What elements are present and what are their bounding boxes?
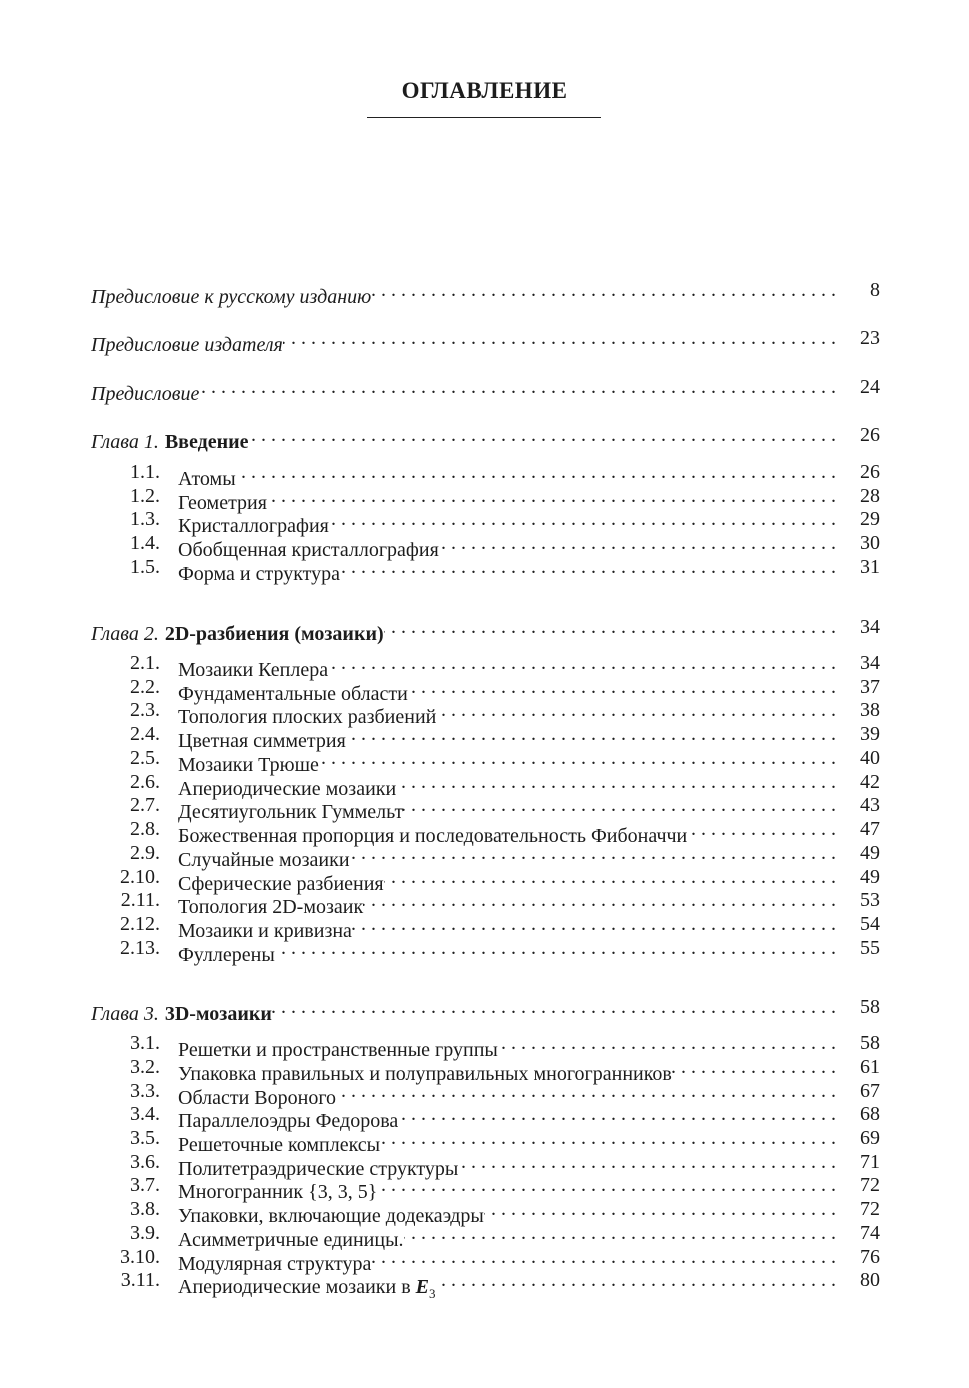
entry-page: 23	[860, 327, 880, 349]
toc-entry-front[interactable]	[0, 325, 969, 356]
entry-page: 34	[860, 616, 880, 638]
section-number: 2.4.	[130, 723, 160, 745]
section-number: 2.3.	[130, 699, 160, 721]
section-number: 1.5.	[130, 556, 160, 578]
chapter-prefix: Глава 2.	[91, 623, 159, 645]
section-number: 3.8.	[130, 1198, 160, 1220]
section-title: Форма и структура	[178, 563, 341, 585]
entry-page: 37	[860, 676, 880, 698]
dot-leader	[371, 277, 836, 303]
toc-section[interactable]	[0, 1196, 969, 1227]
toc-section[interactable]	[0, 911, 969, 942]
entry-page: 24	[860, 376, 880, 398]
toc-section[interactable]	[0, 745, 969, 776]
dot-leader	[319, 745, 836, 771]
section-title: Решеточные комплексы	[178, 1134, 381, 1156]
section-number: 2.12.	[120, 913, 160, 935]
section-title: Апериодические мозаики	[178, 778, 397, 800]
toc-section[interactable]	[0, 792, 969, 823]
entry-page: 76	[860, 1246, 880, 1268]
section-number: 3.1.	[130, 1032, 160, 1054]
toc-section[interactable]	[0, 1267, 969, 1301]
math-subscript: 3	[428, 1286, 436, 1301]
chapter-title: 3D-мозаики	[164, 1003, 272, 1025]
toc-section[interactable]	[0, 816, 969, 847]
entry-page: 55	[860, 937, 880, 959]
section-number: 2.9.	[130, 842, 160, 864]
entry-page: 49	[860, 866, 880, 888]
section-number: 3.11.	[120, 1269, 160, 1291]
entry-page: 72	[860, 1174, 880, 1196]
toc-entry-front[interactable]	[0, 277, 969, 308]
dot-leader	[275, 935, 836, 961]
dot-leader	[380, 1125, 836, 1151]
toc-section[interactable]	[0, 530, 969, 561]
entry-page: 39	[860, 723, 880, 745]
toc-chapter-1[interactable]	[0, 422, 969, 453]
dot-leader	[350, 840, 836, 866]
entry-page: 58	[860, 1032, 880, 1054]
section-number: 2.7.	[130, 794, 160, 816]
chapter-prefix: Глава 3.	[91, 1003, 159, 1025]
dot-leader	[439, 530, 836, 556]
section-title-text: Апериодические мозаики в	[178, 1276, 411, 1298]
dot-leader	[340, 554, 836, 580]
dot-leader	[687, 816, 836, 842]
entry-page: 47	[860, 818, 880, 840]
toc-section[interactable]	[0, 1054, 969, 1085]
dot-leader	[403, 792, 836, 818]
entry-page: 69	[860, 1127, 880, 1149]
section-number: 2.8.	[130, 818, 160, 840]
entry-page: 28	[860, 485, 880, 507]
toc-section[interactable]	[0, 697, 969, 728]
toc-section[interactable]	[0, 935, 969, 966]
entry-page: 80	[860, 1269, 880, 1291]
entry-page: 43	[860, 794, 880, 816]
entry-page: 40	[860, 747, 880, 769]
dot-leader	[363, 887, 836, 913]
section-number: 2.2.	[130, 676, 160, 698]
entry-page: 26	[860, 461, 880, 483]
dot-leader	[352, 911, 836, 937]
entry-page: 72	[860, 1198, 880, 1220]
entry-page: 67	[860, 1080, 880, 1102]
section-number: 3.4.	[130, 1103, 160, 1125]
toc-section[interactable]	[0, 840, 969, 871]
section-title: Упаковки, включающие додекаэдры	[178, 1205, 484, 1227]
entry-page: 31	[860, 556, 880, 578]
section-title: Решетки и пространственные группы	[178, 1039, 498, 1061]
section-title: Фундаментальные области	[178, 683, 408, 705]
section-title: Упаковка правильных и полуправильных многогранников	[178, 1063, 672, 1085]
toc-entry-front[interactable]	[0, 374, 969, 405]
dot-leader	[404, 1220, 836, 1246]
dot-leader	[498, 1030, 836, 1056]
dot-leader	[436, 697, 836, 723]
section-number: 3.6.	[130, 1151, 160, 1173]
chapter-title: 2D-разбиения (мозаики)	[164, 623, 384, 645]
entry-page: 71	[860, 1151, 880, 1173]
dot-leader	[346, 721, 836, 747]
toc-chapter-3[interactable]	[0, 994, 969, 1025]
toc-section[interactable]	[0, 887, 969, 918]
section-title: Кристаллография	[178, 515, 329, 537]
section-title: Божественная пропорция и последовательность Фибоначчи	[178, 825, 688, 847]
section-number: 3.10.	[120, 1246, 160, 1268]
math-symbol: E	[415, 1276, 429, 1298]
entry-page: 8	[870, 279, 880, 301]
section-number: 1.4.	[130, 532, 160, 554]
dot-leader	[329, 506, 836, 532]
section-number: 3.2.	[130, 1056, 160, 1078]
toc-section[interactable]	[0, 1220, 969, 1251]
toc-section[interactable]	[0, 1172, 969, 1203]
section-number: 1.3.	[130, 508, 160, 530]
section-number: 1.1.	[130, 461, 160, 483]
dot-leader	[249, 422, 837, 448]
section-number: 2.6.	[130, 771, 160, 793]
section-number: 3.7.	[130, 1174, 160, 1196]
entry-page: 53	[860, 889, 880, 911]
section-title: Мозаики и кривизна	[178, 920, 352, 942]
dot-leader	[328, 650, 836, 676]
dot-leader	[435, 1267, 836, 1293]
section-title: Области Вороного	[178, 1087, 337, 1109]
dot-leader	[272, 994, 836, 1020]
title-underline	[367, 117, 601, 118]
dot-leader	[283, 325, 836, 351]
entry-page: 49	[860, 842, 880, 864]
entry-page: 42	[860, 771, 880, 793]
entry-page: 54	[860, 913, 880, 935]
entry-title: Предисловие издателя	[91, 334, 283, 356]
chapter-title: Введение	[164, 431, 249, 453]
entry-page: 26	[860, 424, 880, 446]
section-title: Мозаики Трюше	[178, 754, 319, 776]
entry-page: 30	[860, 532, 880, 554]
dot-leader	[199, 374, 836, 400]
entry-title: Предисловие к русскому изданию	[91, 286, 372, 308]
section-number: 2.5.	[130, 747, 160, 769]
dot-leader	[672, 1054, 836, 1080]
toc-section[interactable]	[0, 1125, 969, 1156]
section-title: Асимметричные единицы.	[178, 1229, 404, 1251]
entry-page: 34	[860, 652, 880, 674]
entry-page: 61	[860, 1056, 880, 1078]
toc-section[interactable]	[0, 506, 969, 537]
section-title: Фуллерены	[178, 944, 275, 966]
toc-section[interactable]	[0, 721, 969, 752]
toc-section[interactable]	[0, 1030, 969, 1061]
page-title: ОГЛАВЛЕНИЕ	[401, 78, 568, 103]
section-number: 3.9.	[130, 1222, 160, 1244]
section-title: Сферические разбиения	[178, 873, 384, 895]
section-number: 2.10.	[120, 866, 160, 888]
section-title: Мозаики Кеплера	[178, 659, 329, 681]
section-title: Десятиугольник Гуммельт	[178, 801, 404, 823]
section-title: Модулярная структура	[178, 1253, 372, 1275]
section-title: Топология 2D-мозаик	[178, 896, 364, 918]
entry-page: 38	[860, 699, 880, 721]
section-title: Топология плоских разбиений	[178, 706, 437, 728]
section-number: 2.1.	[130, 652, 160, 674]
dot-leader	[484, 1196, 836, 1222]
toc-section[interactable]	[0, 554, 969, 585]
toc-section[interactable]	[0, 650, 969, 681]
section-title	[178, 1274, 435, 1302]
section-number: 3.5.	[130, 1127, 160, 1149]
dot-leader	[398, 1101, 836, 1127]
section-number: 3.3.	[130, 1080, 160, 1102]
entry-page: 58	[860, 996, 880, 1018]
dot-leader	[377, 1172, 836, 1198]
dot-leader	[384, 614, 836, 640]
section-title: Многогранник {3, 3, 5}	[178, 1181, 378, 1203]
entry-page: 68	[860, 1103, 880, 1125]
chapter-prefix: Глава 1.	[91, 431, 159, 453]
section-title: Обобщенная кристаллография	[178, 539, 439, 561]
toc-section[interactable]	[0, 1101, 969, 1132]
section-number: 2.13.	[120, 937, 160, 959]
section-title: Атомы	[178, 468, 236, 490]
section-title: Политетраэдрические структуры	[178, 1158, 459, 1180]
dot-leader	[236, 459, 836, 485]
toc-section[interactable]	[0, 459, 969, 490]
section-title: Параллелоэдры Федорова	[178, 1110, 399, 1132]
section-title: Случайные мозаики	[178, 849, 350, 871]
entry-page: 29	[860, 508, 880, 530]
section-title: Цветная симметрия	[178, 730, 346, 752]
section-title: Геометрия	[178, 492, 267, 514]
section-number: 1.2.	[130, 485, 160, 507]
section-number: 2.11.	[120, 889, 160, 911]
entry-page: 74	[860, 1222, 880, 1244]
entry-title: Предисловие	[91, 383, 200, 405]
toc-chapter-2[interactable]	[0, 614, 969, 645]
